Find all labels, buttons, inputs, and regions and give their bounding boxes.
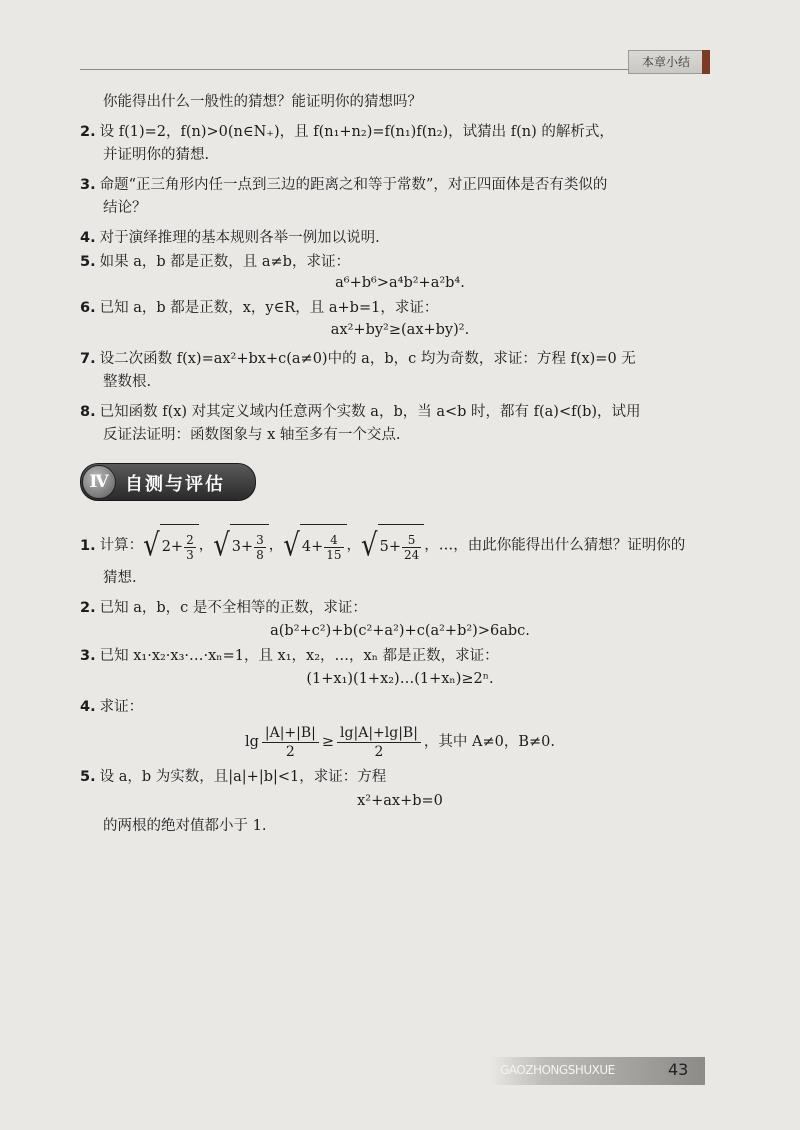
denominator: 2	[285, 743, 295, 760]
fraction	[402, 533, 421, 562]
radical-sign: √	[283, 527, 300, 564]
selftest-4	[80, 697, 143, 717]
header-rule	[80, 69, 628, 70]
exercise-4	[80, 228, 380, 248]
denominator: 2	[374, 743, 384, 760]
footer-label: GAOZHONGSHUXUE	[500, 1063, 615, 1077]
exercise-text: 并证明你的猜想.	[103, 147, 210, 163]
formula-lg-inequality	[0, 722, 800, 762]
radical-sign: √	[213, 527, 230, 564]
section-title: 自测与评估	[125, 474, 225, 495]
exercise-number: 8.	[80, 404, 96, 420]
exercise-number: 5.	[80, 254, 96, 270]
numerator: 5	[402, 533, 421, 548]
exercise-text: 对于演绎推理的基本规则各举一例加以说明.	[99, 230, 380, 246]
exercise-number: 5.	[80, 769, 96, 785]
radical-sign: √	[361, 527, 378, 564]
exercise-7	[80, 349, 636, 369]
denominator: 3	[186, 547, 194, 562]
exercise-text: 如果 a，b 都是正数，且 a≠b，求证：	[99, 254, 350, 270]
formula-tail: ，其中 A≠0，B≠0.	[423, 734, 556, 750]
selftest-5	[80, 767, 386, 787]
exercise-text: 反证法证明：函数图象与 x 轴至多有一个交点.	[103, 427, 401, 443]
exercise-text: 已知函数 f(x) 对其定义域内任意两个实数 a，b，当 a<b 时，都有 f(a)<f(b)，试用	[99, 404, 641, 420]
fraction	[324, 533, 343, 562]
numerator: 3	[256, 532, 264, 547]
root-whole: 3+	[231, 539, 254, 555]
exercise-8	[80, 402, 641, 422]
exercise-number: 4.	[80, 230, 96, 246]
formula: x²+ax+b=0	[357, 793, 443, 809]
selftest-text: 求证：	[99, 699, 144, 715]
ge-symbol: ≥	[321, 734, 335, 750]
fraction	[184, 533, 196, 562]
formula: a⁶+b⁶>a⁴b²+a²b⁴.	[335, 275, 465, 291]
exercise-text: 设 f(1)=2，f(n)>0(n∈N₊)，且 f(n₁+n₂)=f(n₁)f(n₂)，试猜出 f(n) 的解析式，	[99, 124, 614, 140]
exercise-6	[80, 298, 438, 318]
exercise-number: 2.	[80, 124, 96, 140]
exercise-number: 1.	[80, 537, 96, 554]
page-number: 43	[668, 1060, 689, 1079]
numerator: |A|+|B|	[262, 724, 319, 743]
exercise-text: 命题“正三角形内任一点到三边的距离之和等于常数”，对正四面体是否有类似的	[99, 177, 608, 193]
selftest-text: 已知 x₁·x₂·x₃·…·xₙ=1，且 x₁，x₂，…，xₙ 都是正数，求证：	[99, 648, 499, 664]
section-numeral: Ⅳ	[82, 465, 116, 499]
exercise-number: 7.	[80, 351, 96, 367]
selftest-3	[80, 646, 499, 666]
root-expression	[283, 524, 346, 567]
selftest-text: 设 a，b 为实数，且|a|+|b|<1，求证：方程	[99, 769, 387, 785]
selftest-text: 已知 a，b，c 是不全相等的正数，求证：	[99, 600, 367, 616]
fraction	[254, 533, 266, 562]
formula: ax²+by²≥(ax+by)².	[330, 322, 470, 338]
exercise-3	[80, 175, 607, 195]
exercise-2	[80, 122, 614, 142]
separator: ，	[268, 537, 284, 554]
root-whole: 5+	[379, 539, 401, 555]
exercise-number: 3.	[80, 648, 96, 664]
exercise-text: 结论？	[103, 200, 147, 216]
radical-sign: √	[143, 527, 160, 564]
root-whole: 4+	[301, 539, 324, 555]
root-expression	[143, 524, 199, 567]
exercise-number: 2.	[80, 600, 96, 616]
numerator: 4	[324, 533, 343, 548]
denominator: 24	[403, 547, 420, 562]
numerator: lg|A|+lg|B|	[337, 724, 421, 743]
fraction	[337, 724, 421, 761]
root-expression	[361, 524, 424, 567]
formula: (1+x₁)(1+x₂)…(1+xₙ)≥2ⁿ.	[306, 671, 494, 687]
exercise-number: 4.	[80, 699, 96, 715]
lg-symbol: lg	[244, 734, 259, 750]
selftest-prefix: 计算：	[99, 537, 144, 554]
formula: a(b²+c²)+b(c²+a²)+c(a²+b²)>6abc.	[270, 623, 530, 639]
exercise-5	[80, 252, 350, 272]
section-banner	[80, 463, 256, 501]
exercise-text: 已知 a，b 都是正数，x，y∈R，且 a+b=1，求证：	[99, 300, 439, 316]
selftest-2	[80, 598, 367, 618]
selftest-text: 的两根的绝对值都小于 1.	[103, 818, 267, 834]
exercise-text: 整数根.	[103, 374, 152, 390]
denominator: 15	[326, 547, 342, 562]
exercise-text: 设二次函数 f(x)=ax²+bx+c(a≠0)中的 a，b，c 均为奇数，求证：方程 f(x)=0 无	[99, 351, 636, 367]
root-expression	[213, 524, 269, 567]
header-accent-bar	[702, 50, 710, 74]
exercise-1-continued: 你能得出什么一般性的猜想？能证明你的猜想吗？	[103, 94, 422, 110]
numerator: 2	[186, 532, 194, 547]
section-tab: 本章小结	[628, 50, 703, 74]
denominator: 8	[256, 547, 264, 562]
selftest-1	[80, 524, 685, 567]
selftest-text: 猜想.	[103, 570, 137, 586]
separator: ，	[198, 537, 214, 554]
root-whole: 2+	[161, 539, 184, 555]
fraction	[262, 724, 319, 761]
exercise-number: 6.	[80, 300, 96, 316]
exercise-number: 3.	[80, 177, 96, 193]
selftest-suffix: ，…，由此你能得出什么猜想？证明你的	[424, 537, 686, 554]
separator: ，	[346, 537, 362, 554]
